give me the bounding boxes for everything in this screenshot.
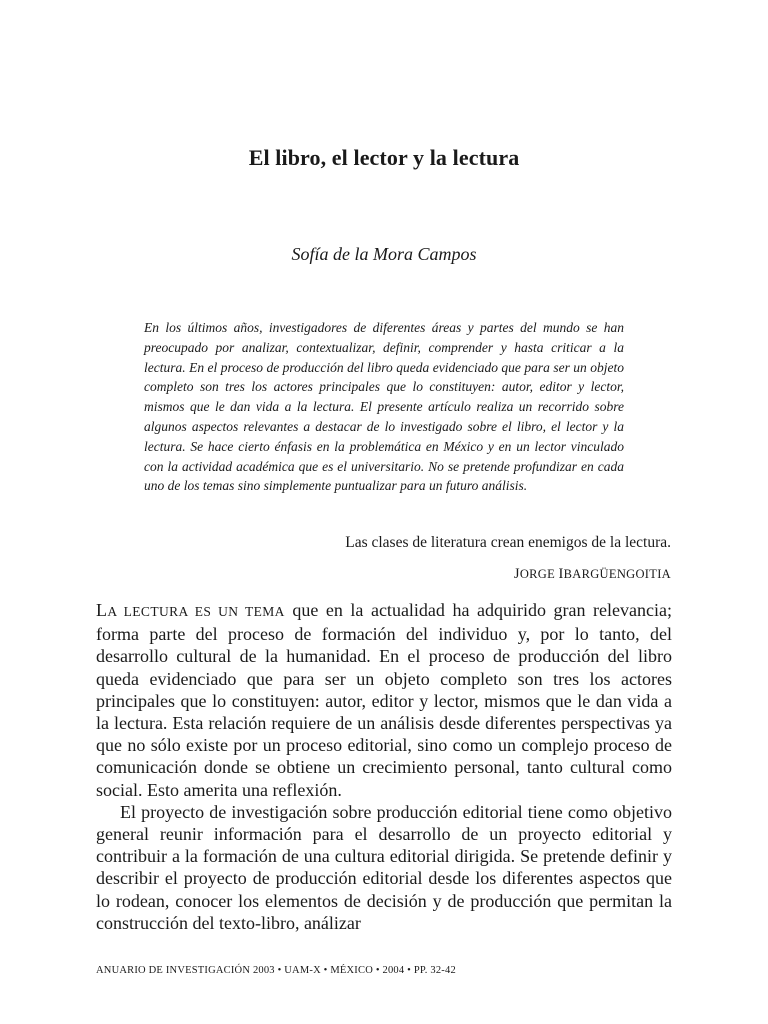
epigraph-author-last-rest: BARGÜENGOITIA (563, 567, 671, 581)
epigraph-author-first-initial: J (513, 566, 520, 582)
page-footer: ANUARIO DE INVESTIGACIÓN 2003 • UAM-X • MÉXICO • 2004 • PP. 32-42 (96, 965, 456, 976)
opening-smallcaps (96, 600, 285, 620)
body-paragraph-2: El proyecto de investigación sobre producción editorial tiene como objetivo general reunir información para el desarrollo de un proyecto editorial y contribuir a la formación de una cultura editorial dirigida. Se pretende definir y describir el proyecto de producción editorial desde los diferentes aspectos que lo rodean, conocer los elementos de decisión y de producción que permitan la construcción del texto-libro, análizar (96, 801, 672, 933)
article-title: El libro, el lector y la lectura (248, 144, 520, 170)
article-author: Sofía de la Mora Campos (291, 244, 477, 264)
epigraph-author-last-initial: I (558, 566, 564, 582)
body-paragraph-1 (96, 599, 672, 801)
abstract: En los últimos años, investigadores de diferentes áreas y partes del mundo se han preocupado por analizar, contextualizar, definir, comprender y hasta criticar a la lectura. En el proceso de producción del libro queda evidenciado que para ser un objeto completo son tres los actores principales que lo constituyen: autor, editor y lector, mismos que le dan vida a la lectura. El presente artículo realiza un recorrido sobre algunos aspectos relevantes a destacar de lo investigado sobre el libro, el lector y la lectura. Se hace cierto énfasis en la problemática en México y en un lector vinculado con la actividad académica que es el universitario. No se pretende profundizar en cada uno de los temas sino simplemente puntualizar para un futuro análisis. (144, 320, 624, 494)
epigraph-quote: Las clases de literatura crean enemigos de la lectura. (345, 534, 671, 551)
opening-smallcaps-text: A LECTURA ES UN TEMA (107, 604, 285, 619)
epigraph-author-first-rest: ORGE (519, 567, 556, 581)
opening-initial: L (96, 600, 108, 620)
epigraph-author (300, 566, 671, 583)
body-text (96, 599, 672, 934)
paragraph-1-text: que en la actualidad ha adquirido gran relevancia; forma parte del proceso de formación del individuo y, por lo tanto, del desarrollo cultural de la humanidad. En el proceso de producción del libro queda evidenciado que para ser un objeto completo son tres los actores principales que lo constituyen: autor, editor y lector, mismos que le dan vida a la lectura. Esta relación requiere de un análisis desde diferentes perspectivas ya que no sólo existe por un proceso editorial, sino como un complejo proceso de comunicación donde se obtiene un crecimiento personal, tanto cultural como social. Esto amerita una reflexión. (96, 600, 672, 800)
